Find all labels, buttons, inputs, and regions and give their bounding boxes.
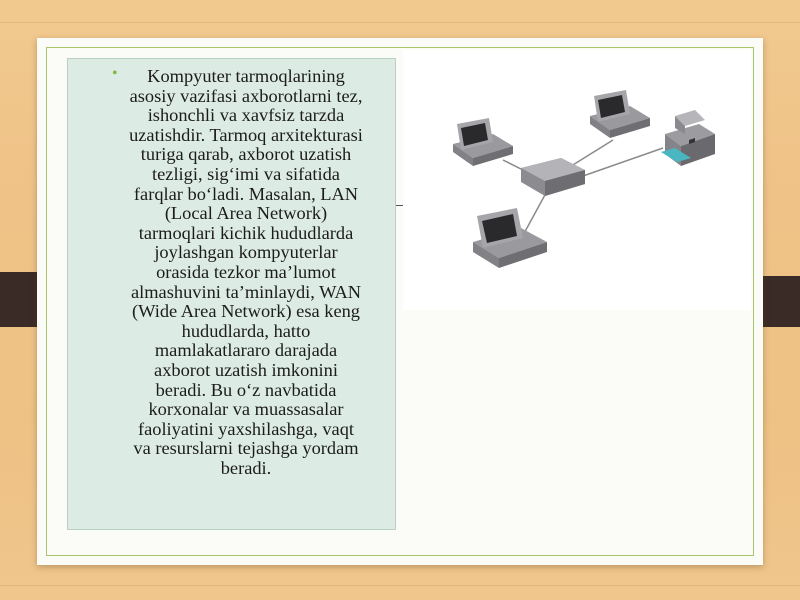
computer-icon: [590, 90, 650, 138]
slide-body-text: Kompyuter tarmoqlarining asosiy vazifasi axborotlarni tez, ishonchli va xavfsiz tarzda uzatishdir. Tarmoq arxitekturasi turiga qarab, axborot uzatish tezligi, sig‘imi va sifatida farqlar bo‘ladi. Masalan, LAN (Local Area Network) tarmoqlari kichik hududlarda joylashgan kompyuterlar orasida tezkor ma’lumot almashuvini ta’minlaydi, WAN (Wide Area Network) esa keng hududlarda, hatto mamlakatlararo darajada axborot uzatish imkonini beradi. Bu o‘z navbatida korxonalar va muassasalar faoliyatini yaxshilashga, vaqt va resurslarni tejashga yordam beradi.: [129, 66, 363, 478]
bullet-icon: •: [112, 65, 118, 82]
network-diagram: [403, 50, 751, 310]
computer-icon: [453, 118, 513, 166]
wood-grain: [0, 585, 800, 586]
computer-icon: [473, 208, 547, 268]
printer-icon: [661, 110, 715, 166]
wood-grain: [0, 22, 800, 23]
network-diagram-svg: [403, 50, 751, 310]
text-box: [67, 58, 396, 530]
